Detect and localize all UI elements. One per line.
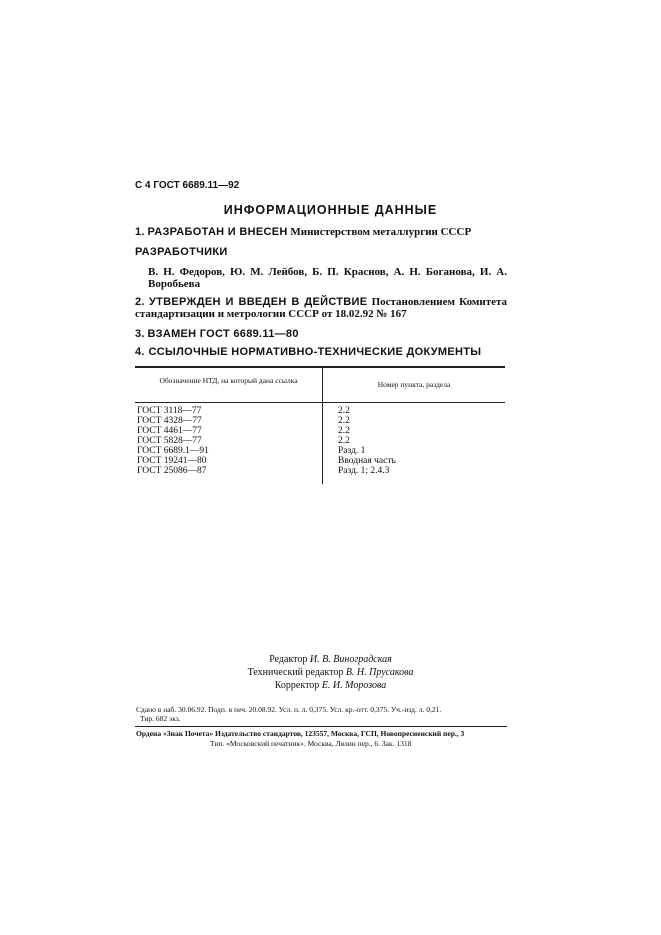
corrector-line: Корректор Е. И. Морозова xyxy=(274,680,387,691)
content-flow xyxy=(135,226,507,484)
imprint-line-2: Тир. 682 экз. xyxy=(140,714,181,723)
developers-heading: РАЗРАБОТЧИКИ xyxy=(135,246,228,258)
item-3: 3. ВЗАМЕН ГОСТ 6689.11—80 xyxy=(135,328,299,340)
imprint-line-1: Сдано в наб. 30.06.92. Подп. в печ. 20.08.92. Усл. п. л. 0,375. Усл. кр.-отт. 0,375. Уч.-изд. л. 0,21. xyxy=(136,705,442,714)
table-cell: ГОСТ 4328—77 xyxy=(137,416,202,426)
editor-line: Редактор И. В. Виноградская xyxy=(269,654,392,665)
imprint-rule xyxy=(135,726,507,727)
item-4: 4. ССЫЛОЧНЫЕ НОРМАТИВНО-ТЕХНИЧЕСКИЕ ДОКУМЕНТЫ xyxy=(135,346,482,358)
table-cell: ГОСТ 4461—77 xyxy=(137,426,202,436)
table-cell: Вводная часть xyxy=(338,456,396,466)
imprint-line-4: Тип. «Московский печатник». Москва, Лялин пер., 6. Зак. 1318 xyxy=(210,739,412,748)
section-title: ИНФОРМАЦИОННЫЕ ДАННЫЕ xyxy=(223,203,438,217)
table-cell: ГОСТ 3118—77 xyxy=(137,406,202,416)
table-cell: ГОСТ 25086—87 xyxy=(137,466,207,476)
imprint-line-3: Ордена «Знак Почета» Издательство стандартов, 123557, Москва, ГСП, Новопресненский пер., 3 xyxy=(136,729,465,738)
table-cell: Разд. 1 xyxy=(338,446,366,456)
references-table xyxy=(135,366,505,484)
table-cell: 2.2 xyxy=(338,416,350,426)
developers-list: В. Н. Федоров, Ю. М. Лейбов, Б. П. Краснов, А. Н. Боганова, И. А. Воробьева xyxy=(148,266,507,290)
table-cell: Разд. 1; 2.4.3 xyxy=(338,466,390,476)
table-cell: ГОСТ 19241—80 xyxy=(137,456,207,466)
item-1: 1. РАЗРАБОТАН И ВНЕСЕН Министерством металлургии СССР xyxy=(135,226,472,238)
table-top-rule xyxy=(135,366,505,368)
column-header-section: Номер пункта, раздела xyxy=(377,380,451,389)
table-header-rule xyxy=(135,402,505,403)
item-2: 2. УТВЕРЖДЕН И ВВЕДЕН В ДЕЙСТВИЕ Постановлением Комитета стандартизации и метрологии СССР от 18.02.92 № 167 xyxy=(135,296,508,320)
table-cell: 2.2 xyxy=(338,436,350,446)
column-header-document: Обозначение НТД, на который дана ссылка xyxy=(159,376,298,385)
table-cell: ГОСТ 5828—77 xyxy=(137,436,202,446)
table-cell: 2.2 xyxy=(338,406,350,416)
table-cell: ГОСТ 6689.1—91 xyxy=(137,446,209,456)
column-sections xyxy=(338,406,396,476)
page-header: С 4 ГОСТ 6689.11—92 xyxy=(135,180,240,191)
tech-editor-line: Технический редактор В. Н. Прусакова xyxy=(247,667,414,678)
column-documents xyxy=(137,406,209,476)
table-cell: 2.2 xyxy=(338,426,350,436)
